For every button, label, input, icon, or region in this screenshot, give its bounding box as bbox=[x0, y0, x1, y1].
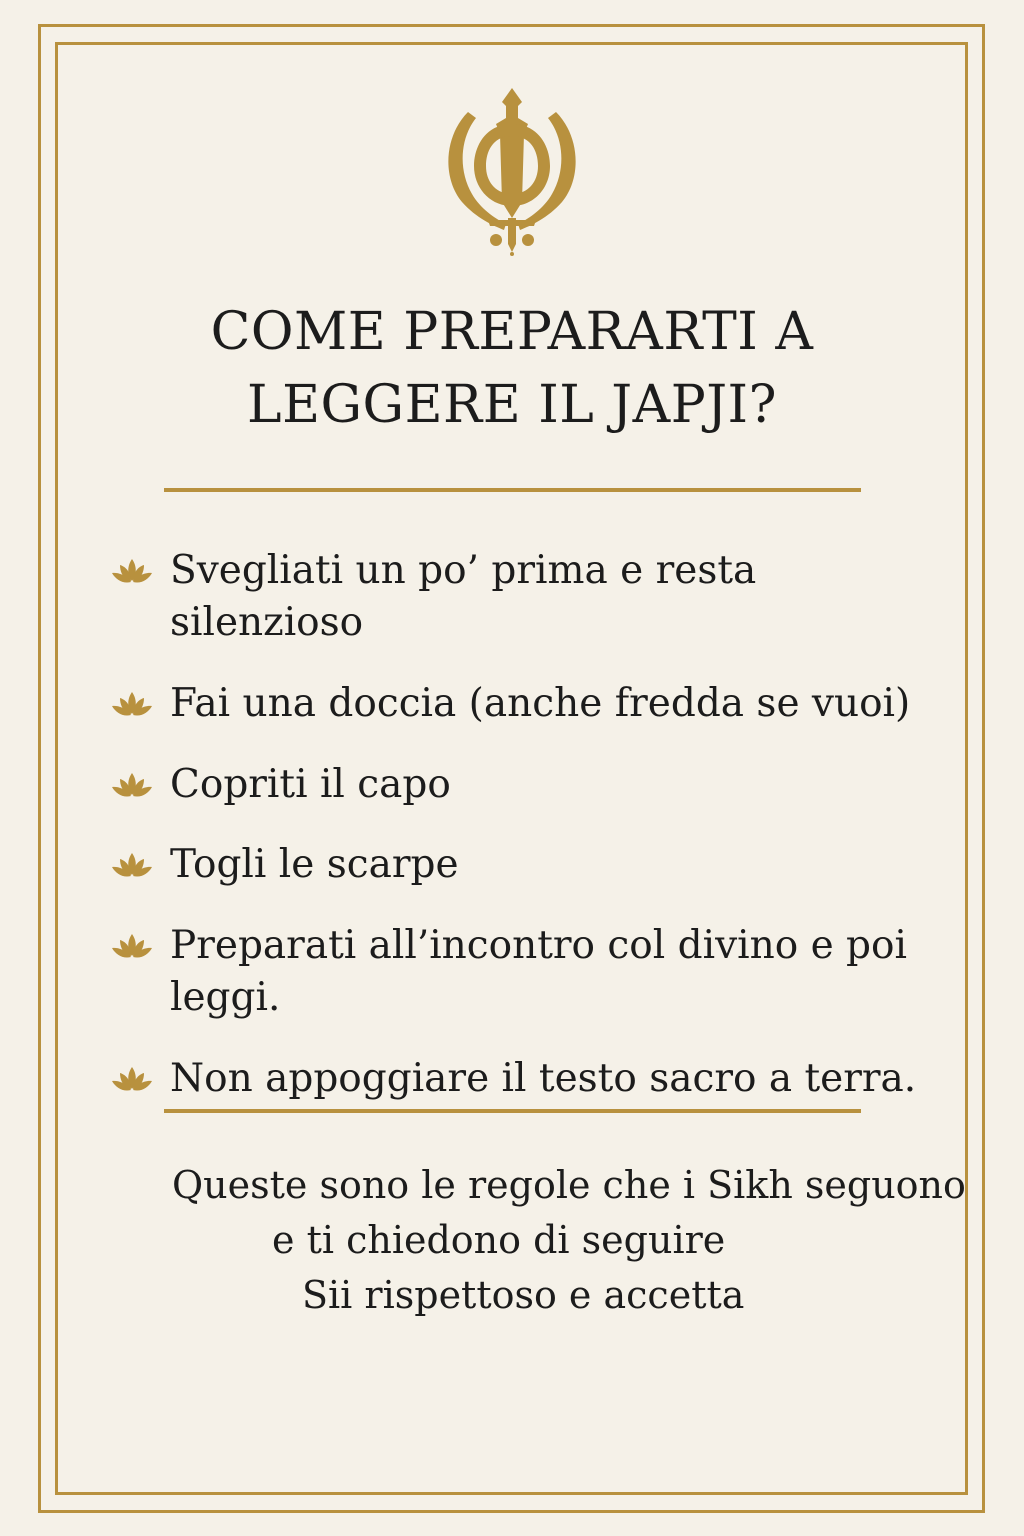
closing-line-2: e ti chiedono di seguire bbox=[272, 1218, 726, 1263]
list-item bbox=[110, 759, 930, 811]
rules-list bbox=[110, 545, 930, 1134]
lotus-icon bbox=[110, 932, 154, 962]
rule-text: Preparati all’incontro col divino e poi leggi. bbox=[170, 923, 907, 1021]
rule-text: Svegliati un po’ prima e resta silenzioso bbox=[170, 548, 757, 645]
title-line-1: COME PREPARARTI A bbox=[210, 302, 814, 362]
list-item bbox=[110, 920, 930, 1024]
title-line-2: LEGGERE IL JAPJI? bbox=[247, 374, 777, 435]
closing-line-1: Queste sono le regole che i Sikh seguono bbox=[172, 1163, 966, 1207]
rule-text: Non appoggiare il testo sacro a terra. bbox=[170, 1056, 917, 1102]
closing-text bbox=[160, 1158, 970, 1323]
divider-bottom bbox=[164, 1109, 861, 1113]
lotus-icon bbox=[110, 557, 154, 587]
list-item bbox=[110, 678, 930, 730]
list-item bbox=[110, 839, 930, 891]
rule-text: Copriti il capo bbox=[170, 761, 451, 807]
rule-text: Fai una doccia (anche fredda se vuoi) bbox=[170, 680, 911, 726]
divider-top bbox=[164, 488, 861, 492]
lotus-icon bbox=[110, 1065, 154, 1095]
list-item bbox=[110, 545, 930, 649]
lotus-icon bbox=[110, 771, 154, 801]
lotus-icon bbox=[110, 851, 154, 881]
rule-text: Togli le scarpe bbox=[170, 842, 459, 888]
list-item bbox=[110, 1053, 930, 1105]
closing-line-3: Sii rispettoso e accetta bbox=[302, 1273, 745, 1318]
page-title bbox=[120, 296, 904, 442]
khanda-icon bbox=[438, 84, 586, 256]
lotus-icon bbox=[110, 690, 154, 720]
